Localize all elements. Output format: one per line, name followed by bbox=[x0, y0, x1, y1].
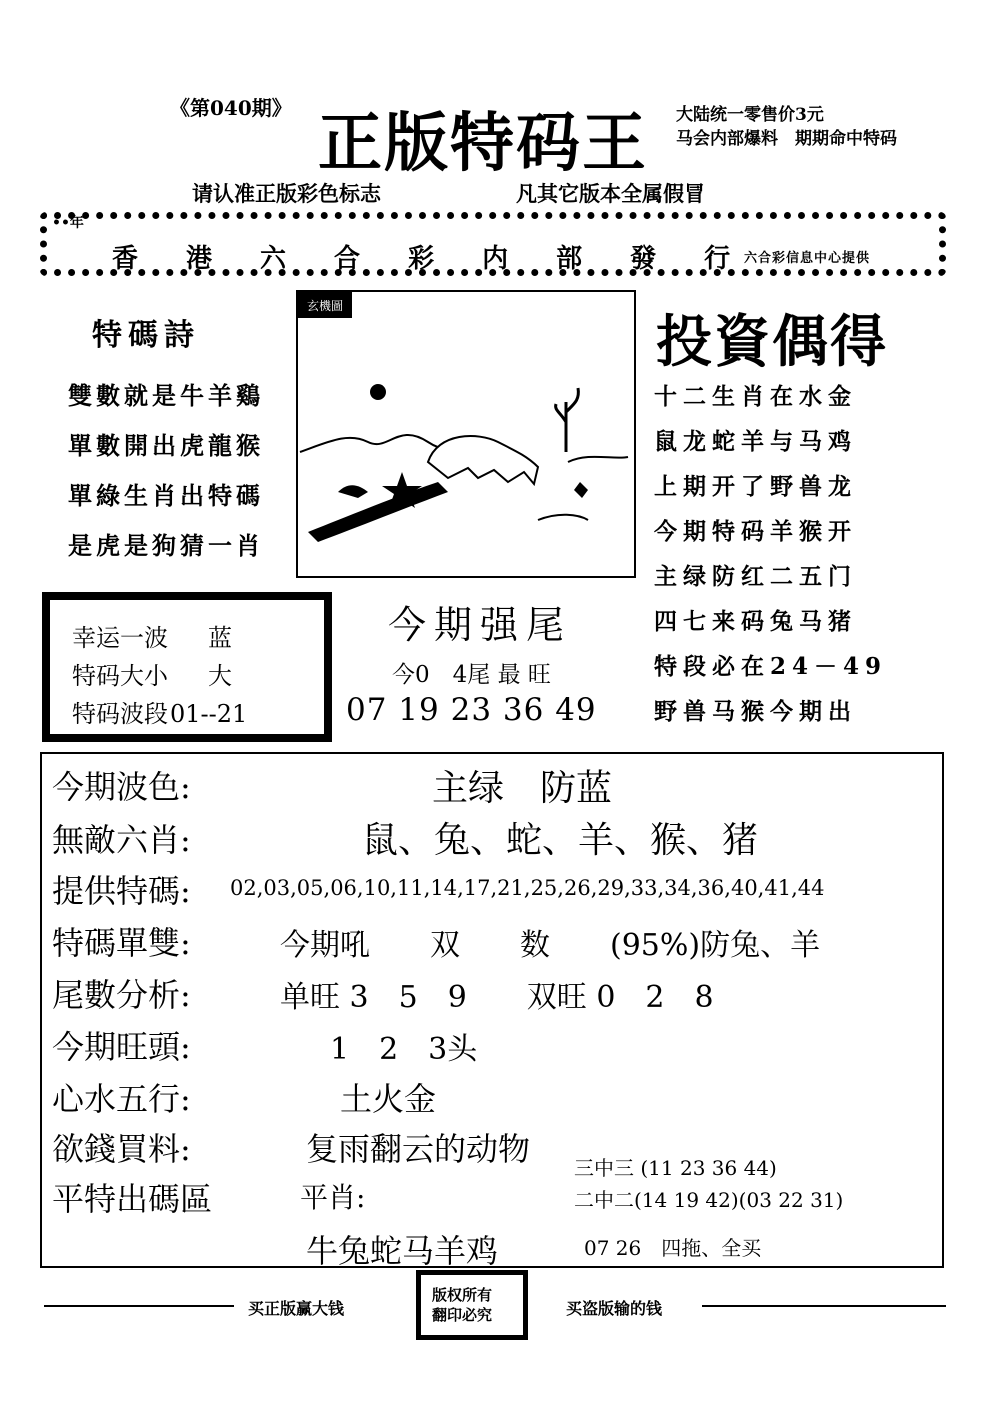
footer-left-slogan: 买正版赢大钱 bbox=[248, 1299, 345, 1318]
moon-shape bbox=[370, 384, 386, 400]
row-value-flat-zone: 平肖: bbox=[300, 1181, 366, 1214]
price-note: 大陆统一零售价3元 bbox=[676, 105, 824, 125]
banner-char: 彩 bbox=[408, 244, 435, 274]
row-label-odd-even: 特碼單雙: bbox=[52, 924, 191, 962]
banner-char: 港 bbox=[186, 244, 213, 274]
lucky-row bbox=[72, 656, 232, 691]
illustration-drawing bbox=[298, 292, 634, 576]
poem-line: 單數開出虎龍猴 bbox=[68, 431, 264, 460]
ground-line bbox=[568, 457, 628, 462]
strong-tail-title: 今期强尾 bbox=[388, 603, 573, 647]
invest-line: 上期开了野兽龙 bbox=[654, 473, 857, 500]
row-label-tail-analysis: 尾數分析: bbox=[52, 976, 191, 1014]
counterfeit-notice: 凡其它版本全属假冒 bbox=[516, 181, 705, 206]
row-value-odd-even: 今期吼 双 数 (95%)防兔、羊 bbox=[280, 928, 821, 963]
page-title: 正版特码王 bbox=[318, 106, 648, 181]
footer-rule-left bbox=[44, 1305, 234, 1307]
crab-shape bbox=[574, 482, 588, 498]
invest-line: 今期特码羊猴开 bbox=[654, 518, 857, 545]
row-label-flat-zone: 平特出碼區 bbox=[52, 1180, 213, 1218]
wing-shape bbox=[308, 482, 448, 542]
invest-title: 投資偶得 bbox=[656, 309, 888, 375]
plant-shape bbox=[556, 388, 579, 452]
lucky-value: 大 bbox=[208, 662, 232, 690]
banner-char: 合 bbox=[334, 244, 361, 274]
poem-title: 特碼詩 bbox=[92, 318, 200, 353]
banner-char: 發 bbox=[630, 244, 657, 274]
lucky-label: 特码大小 bbox=[72, 662, 168, 690]
row-value-buy-info: 复雨翻云的动物 bbox=[306, 1130, 531, 1168]
lucky-label: 特码波段 bbox=[72, 700, 168, 728]
banner-char: 香 bbox=[112, 244, 139, 274]
row-value-tail-analysis: 单旺 3 5 9 双旺 0 2 8 bbox=[280, 980, 714, 1015]
three-of-three: 三中三 (11 23 36 44) bbox=[574, 1156, 777, 1180]
row-label-wave-color: 今期波色: bbox=[52, 768, 191, 806]
copyright-line2: 翻印必究 bbox=[432, 1306, 493, 1324]
invest-line: 四七来码兔马猪 bbox=[654, 608, 857, 635]
footer-rule-right bbox=[702, 1305, 946, 1307]
slogan-note: 马会内部爆料 期期命中特码 bbox=[676, 129, 897, 149]
banner-char: 部 bbox=[556, 244, 583, 274]
strong-tail-sub: 今0 4尾 最 旺 bbox=[392, 662, 551, 688]
banner-year-text: 年 bbox=[69, 215, 84, 231]
banner-year-label: ••年 bbox=[52, 215, 84, 231]
authentic-notice: 请认准正版彩色标志 bbox=[192, 181, 381, 206]
row-label-six-zodiac: 無敵六肖: bbox=[52, 821, 191, 859]
row-label-buy-info: 欲錢買料: bbox=[52, 1130, 191, 1168]
banner-char: 行 bbox=[704, 244, 731, 274]
poem-line: 是虎是狗猜一肖 bbox=[68, 531, 264, 560]
banner-title bbox=[112, 238, 730, 275]
row-label-special-codes: 提供特碼: bbox=[52, 872, 191, 910]
row-value-six-zodiac: 鼠、兔、蛇、羊、猴、猪 bbox=[362, 820, 759, 861]
invest-line: 特段必在24－49 bbox=[654, 653, 888, 680]
banner-source: 六合彩信息中心提供 bbox=[744, 251, 871, 266]
banner-char: 六 bbox=[260, 244, 287, 274]
row-label-five-elements: 心水五行: bbox=[52, 1080, 191, 1118]
mystery-illustration bbox=[296, 290, 636, 578]
bird-shape bbox=[338, 485, 368, 498]
invest-line: 鼠龙蛇羊与马鸡 bbox=[654, 428, 857, 455]
invest-line: 主绿防红二五门 bbox=[654, 563, 857, 590]
strong-tail-numbers: 07 19 23 36 49 bbox=[346, 692, 597, 728]
invest-line: 野兽马猴今期出 bbox=[654, 698, 857, 725]
drag-note: 07 26 四拖、全买 bbox=[584, 1236, 762, 1260]
bear-shape bbox=[428, 436, 538, 484]
banner-char: 内 bbox=[482, 244, 509, 274]
issue-number: 《第040期》 bbox=[170, 96, 292, 120]
lucky-value: 01--21 bbox=[170, 700, 248, 728]
copyright-line1: 版权所有 bbox=[432, 1286, 493, 1304]
row-value-wave-color: 主绿 防蓝 bbox=[432, 768, 613, 809]
lucky-row bbox=[72, 618, 232, 653]
row-label-lucky-heads: 今期旺頭: bbox=[52, 1028, 191, 1066]
poem-line: 雙數就是牛羊鷄 bbox=[68, 381, 264, 410]
two-of-two: 二中二(14 19 42)(03 22 31) bbox=[574, 1188, 844, 1212]
lucky-label: 幸运一波 bbox=[72, 624, 168, 652]
row-value-special-codes: 02,03,05,06,10,11,14,17,21,25,26,29,33,34,36,40,41,44 bbox=[230, 876, 825, 900]
lucky-row bbox=[72, 694, 247, 729]
footer-right-slogan: 买盗版输的钱 bbox=[566, 1299, 663, 1318]
poem-line: 單綠生肖出特碼 bbox=[68, 481, 264, 510]
water-line bbox=[538, 515, 588, 520]
row-value-five-elements: 土火金 bbox=[340, 1080, 437, 1118]
lucky-value: 蓝 bbox=[208, 624, 232, 652]
row-value-lucky-heads: 1 2 3头 bbox=[330, 1032, 478, 1067]
zodiac-line: 牛兔蛇马羊鸡 bbox=[306, 1232, 499, 1270]
stamp-text: 玄機圖 bbox=[306, 299, 344, 313]
invest-line: 十二生肖在水金 bbox=[654, 383, 857, 410]
